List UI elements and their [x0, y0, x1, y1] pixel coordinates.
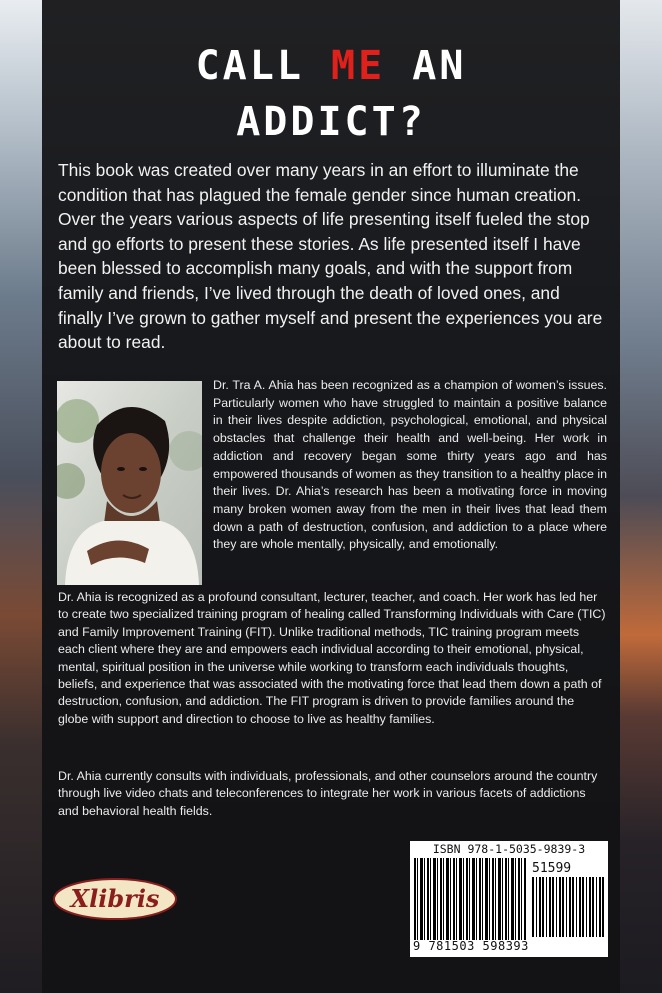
ean-digits: 9 781503 598393 [413, 939, 529, 953]
background-sky-right [620, 0, 662, 993]
background-sky-left [0, 0, 42, 993]
author-photo [57, 381, 202, 585]
ean-bars [414, 858, 526, 940]
author-bio-paragraph-3: Dr. Ahia currently consults with individuals, professionals, and other counselors around the country through live video chats and teleconferences to integrate her work in various facets of addictions and behavioral health fields. [58, 769, 598, 818]
title-part-call: CALL [195, 43, 331, 89]
title-part-addict: ADDICT? [236, 99, 426, 145]
price-bars [532, 877, 604, 937]
book-title [42, 38, 620, 150]
book-description: This book was created over many years in an effort to illuminate the condition that has plagued the female gender since human creation. Over the years various aspects of life presenting itself fueled the stop and go efforts to present these stories. As life presented itself I have been blessed to accomplish many goals, and with the support from family and friends, I’ve lived through the death of loved ones, and finally I’ve grown to gather myself and present the experiences you are about to read. [58, 160, 603, 353]
isbn-label: ISBN 978-1-5035-9839-3 [432, 842, 586, 856]
author-bio-paragraph-2: Dr. Ahia is recognized as a profound consultant, lecturer, teacher, and coach. Her work has led her to create two specialized training program of healing called Transforming Individuals with Care (TIC) and Family Improvement Training (FIT). Unlike traditional methods, TIC training program meets each client where they are and empowers each individual according to their emotional, physical, mental, spiritual position in the universe while working to transform each individuals thoughts, beliefs, and experience that was associated with the motivating force that lead them down a path of destruction, confusion, and addiction. The FIT program is driven to provide families around the globe with support and direction to choose to live as healthy families. [58, 590, 606, 726]
author-bio-paragraph-1: Dr. Tra A. Ahia has been recognized as a champion of women’s issues. Particularly women who have struggled to maintain a positive balance in their lives despite addiction, psychological, emotional, and physical obstacles that challenge their health and well-being. Her work in addiction and recovery began some thirty years ago and has empowered thousands of women as they transition to a healthy place in their lives. Dr. Ahia’s research has been a motivating force in moving many broken women away from the men in their lives that lead them down a path of destruction, confusion, and addiction to a place where they are whole mentally, physically, and emotionally. [213, 378, 607, 552]
isbn-barcode [410, 841, 608, 957]
title-part-me: ME [331, 43, 386, 89]
publisher-logo-text: Xlibris [70, 884, 160, 913]
publisher-logo [52, 876, 178, 922]
title-part-an: AN [385, 43, 467, 89]
price-code: 51599 [532, 861, 572, 876]
